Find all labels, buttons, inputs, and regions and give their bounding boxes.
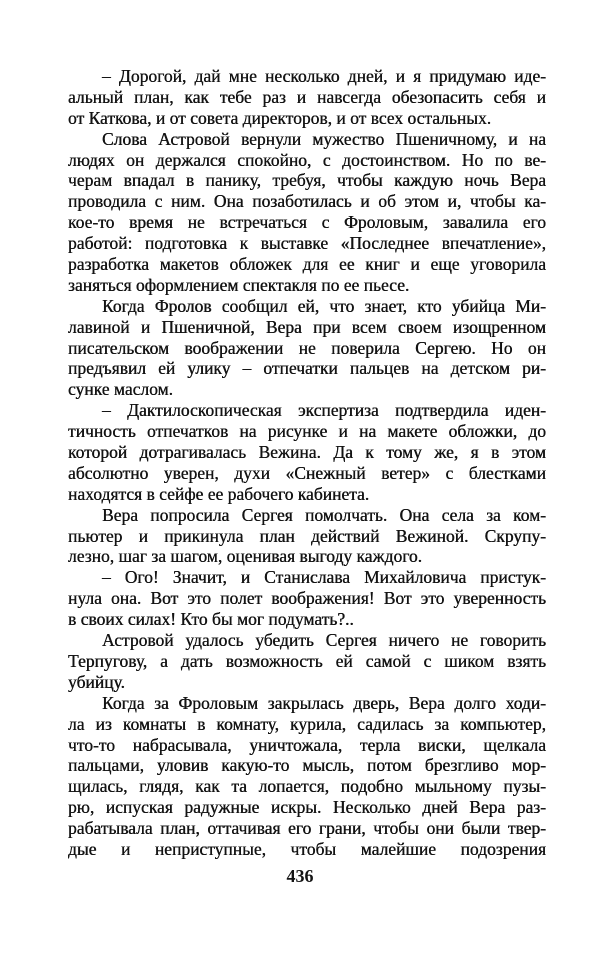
text-line: – Дактилоскопическая экспертиза подтвердила иден- xyxy=(102,400,546,421)
text-line: – Ого! Значит, и Станислава Михайловича пристук- xyxy=(102,567,546,588)
text-line: от Каткова, и от совета директоров, и от всех остальных. xyxy=(68,107,492,128)
paragraph xyxy=(68,296,546,400)
text-line: тичность отпечатков на рисунке и на макете обложки, до xyxy=(68,421,546,442)
paragraph xyxy=(68,66,546,129)
body-text xyxy=(68,66,546,860)
text-line: пальцами, уловив какую-то мысль, потом брезгливо мор- xyxy=(68,755,546,776)
text-line: убийцу. xyxy=(68,671,125,692)
text-line: Терпугову, а дать возможность ей самой с шиком взять xyxy=(68,650,546,671)
paragraph xyxy=(68,400,546,504)
text-line: лезно, шаг за шагом, оценивая выгоду каждого. xyxy=(68,546,423,567)
text-line: в своих силах! Кто бы мог подумать?.. xyxy=(68,609,354,630)
text-line: – Дорогой, дай мне несколько дней, и я придумаю иде- xyxy=(102,66,546,86)
text-line: которой дотрагивалась Вежина. Да к тому же, я в этом xyxy=(68,442,546,463)
text-line: рю, испуская радужные искры. Несколько дней Вера раз- xyxy=(68,797,546,818)
page-number: 436 xyxy=(286,866,314,886)
paragraph xyxy=(68,630,546,693)
text-line: дые и неприступные, чтобы малейшие подозрения xyxy=(68,838,546,859)
text-line: сунке маслом. xyxy=(68,379,173,400)
text-line: Слова Астровой вернули мужество Пшеничному, и на xyxy=(102,128,546,149)
text-line: абсолютно уверен, духи «Снежный ветер» с блестками xyxy=(68,462,546,483)
paragraph xyxy=(68,567,546,630)
text-line: щилась, глядя, как та лопается, подобно мыльному пузы- xyxy=(68,776,546,797)
paragraph xyxy=(68,129,546,296)
text-line: заняться оформлением спектакля по ее пьесе. xyxy=(68,274,410,295)
text-line: кое-то время не встречаться с Фроловым, завалила его xyxy=(68,212,546,233)
text-line: лавиной и Пшеничной, Вера при всем своем изощренном xyxy=(68,316,546,337)
text-line: ла из комнаты в комнату, курила, садилась за компьютер, xyxy=(68,713,546,734)
text-line: предъявил ей улику – отпечатки пальцев на детском ри- xyxy=(68,358,546,379)
text-line: альный план, как тебе раз и навсегда обезопасить себя и xyxy=(68,86,546,107)
paragraph xyxy=(68,505,546,568)
text-line: рабатывала план, оттачивая его грани, чтобы они были твер- xyxy=(68,818,546,839)
text-line: Когда Фролов сообщил ей, что знает, кто убийца Ми- xyxy=(102,295,546,316)
text-line: нула она. Вот это полет воображения! Вот это уверенность xyxy=(68,588,546,609)
text-line: Когда за Фроловым закрылась дверь, Вера долго ходи- xyxy=(102,692,546,713)
text-line: что-то набрасывала, уничтожала, терла виски, щелкала xyxy=(68,734,546,755)
text-line: пьютер и прикинула план действий Вежиной. Скрупу- xyxy=(68,525,546,546)
text-line: разработка макетов обложек для ее книг и еще уговорила xyxy=(68,254,546,275)
paragraph xyxy=(68,693,546,860)
text-line: Астровой удалось убедить Сергея ничего не говорить xyxy=(102,630,546,651)
text-line: людях он держался спокойно, с достоинством. Но по ве- xyxy=(68,149,546,170)
text-line: находятся в сейфе ее рабочего кабинета. xyxy=(68,483,370,504)
text-line: черам впадал в панику, требуя, чтобы каждую ночь Вера xyxy=(68,170,546,191)
text-line: проводила с ним. Она позаботилась и об этом и, чтобы ка- xyxy=(68,191,546,212)
text-line: Вера попросила Сергея помолчать. Она села за ком- xyxy=(102,504,546,525)
text-line: работой: подготовка к выставке «Последнее впечатление», xyxy=(68,233,546,254)
text-line: писательском воображении не поверила Сергею. Но он xyxy=(68,337,546,358)
